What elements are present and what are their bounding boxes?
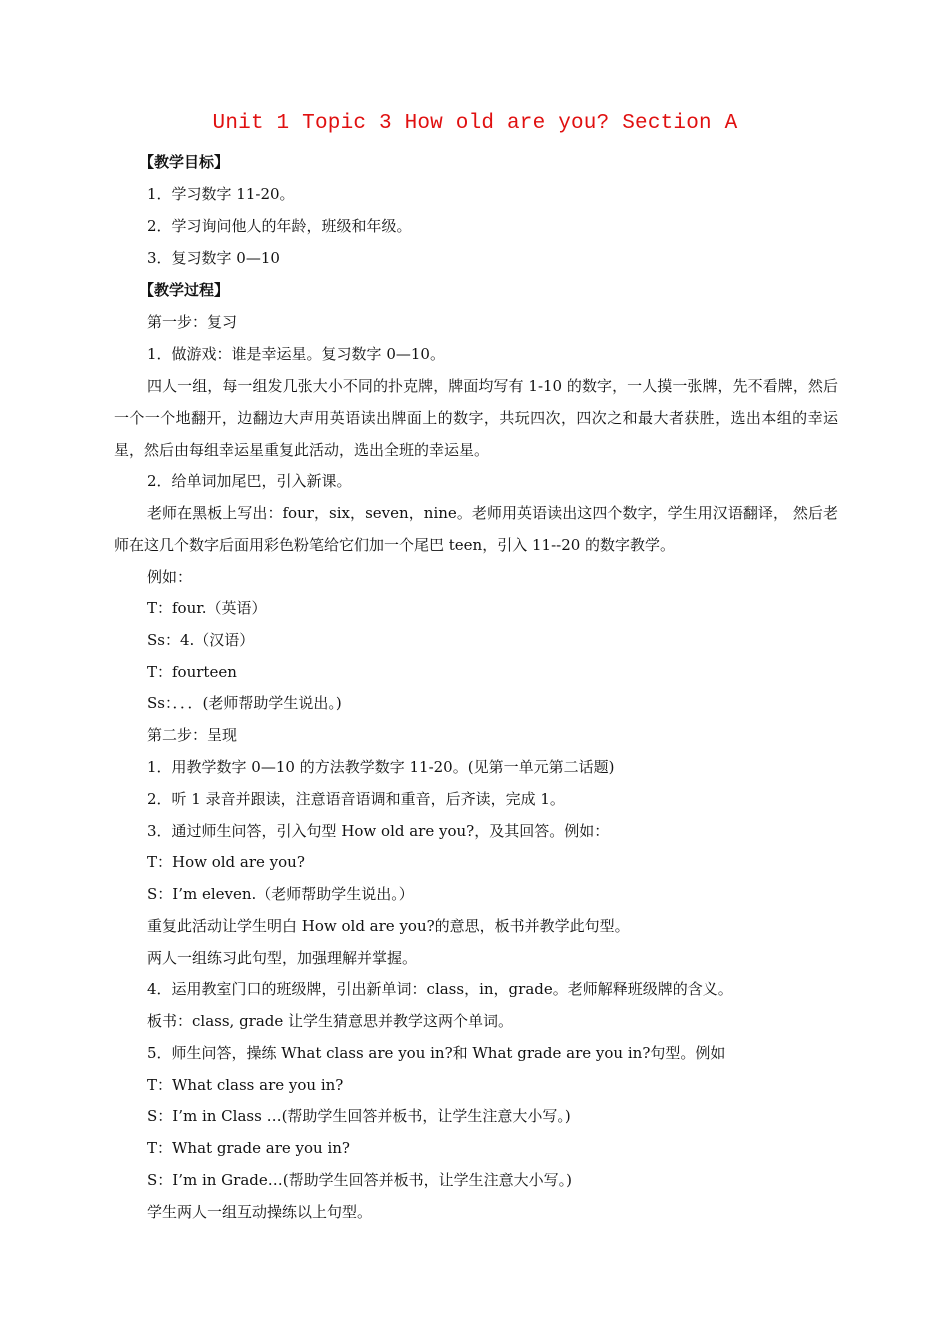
step2-line-13: T：What grade are you in? <box>147 1139 350 1157</box>
example-line-1: T：four.（英语） <box>147 599 267 617</box>
step2-line-11: T：What class are you in? <box>147 1076 344 1094</box>
goals-heading: 【教学目标】 <box>139 153 230 171</box>
document-title: Unit 1 Topic 3 How old are you? Section A <box>212 112 738 135</box>
example-label: 例如： <box>147 568 193 586</box>
step2-line-1: 1．用教学数字 0—10 的方法教学数字 11-20。(见第一单元第二话题) <box>147 758 615 776</box>
step2-title: 第二步：呈现 <box>147 726 238 744</box>
step2-line-3: 3．通过师生问答，引入句型 How old are you?，及其回答。例如： <box>147 822 610 840</box>
step2-line-6: 重复此活动让学生明白 How old are you?的意思，板书并教学此句型。 <box>147 917 630 935</box>
step2-line-8: 4．运用教室门口的班级牌，引出新单词：class，in，grade。老师解释班级牌的含义。 <box>147 980 733 998</box>
step2-line-15: 学生两人一组互动操练以上句型。 <box>147 1203 373 1221</box>
example-line-3: T：fourteen <box>147 663 237 681</box>
step2-line-7: 两人一组练习此句型，加强理解并掌握。 <box>147 949 418 967</box>
step1-item1: 1．做游戏：谁是幸运星。复习数字 0—10。 <box>147 345 445 363</box>
step2-line-9: 板书：class, grade 让学生猜意思并教学这两个单词。 <box>147 1012 514 1030</box>
step1-item2-description: 老师在黑板上写出：four，six，seven，nine。老师用英语读出这四个数字，学生用汉语翻译， 然后老师在这几个数字后面用彩色粉笔给它们加一个尾巴 teen，引入 11--20 的数字教学。 <box>114 504 838 554</box>
example-line-4: Ss：．．．(老师帮助学生说出。) <box>147 694 342 712</box>
goal-item-3: 3．复习数字 0—10 <box>147 249 280 267</box>
step1-item2: 2．给单词加尾巴，引入新课。 <box>147 472 352 490</box>
step2-line-10: 5．师生问答，操练 What class are you in?和 What grade are you in?句型。例如 <box>147 1044 726 1062</box>
step1-item1-description: 四人一组，每一组发几张大小不同的扑克牌，牌面均写有 1-10 的数字，一人摸一张牌，先不看牌，然后一个一个地翻开，边翻边大声用英语读出牌面上的数字，共玩四次，四次之和最大者获胜，选出本组的幸运星，然后由每组幸运星重复此活动，选出全班的幸运星。 <box>114 377 838 459</box>
step2-line-12: S：I’m in Class …(帮助学生回答并板书，让学生注意大小写。) <box>147 1107 571 1125</box>
step2-line-4: T：How old are you? <box>147 853 305 871</box>
example-line-2: Ss：4.（汉语） <box>147 631 255 649</box>
goal-item-1: 1．学习数字 11-20。 <box>147 185 295 203</box>
step2-line-2: 2．听 1 录音并跟读，注意语音语调和重音，后齐读，完成 1。 <box>147 790 565 808</box>
step1-title: 第一步：复习 <box>147 313 238 331</box>
step2-line-14: S：I’m in Grade…(帮助学生回答并板书，让学生注意大小写。) <box>147 1171 572 1189</box>
process-heading: 【教学过程】 <box>139 281 230 299</box>
step2-line-5: S：I’m eleven.（老师帮助学生说出。） <box>147 885 414 903</box>
goal-item-2: 2．学习询问他人的年龄，班级和年级。 <box>147 217 412 235</box>
